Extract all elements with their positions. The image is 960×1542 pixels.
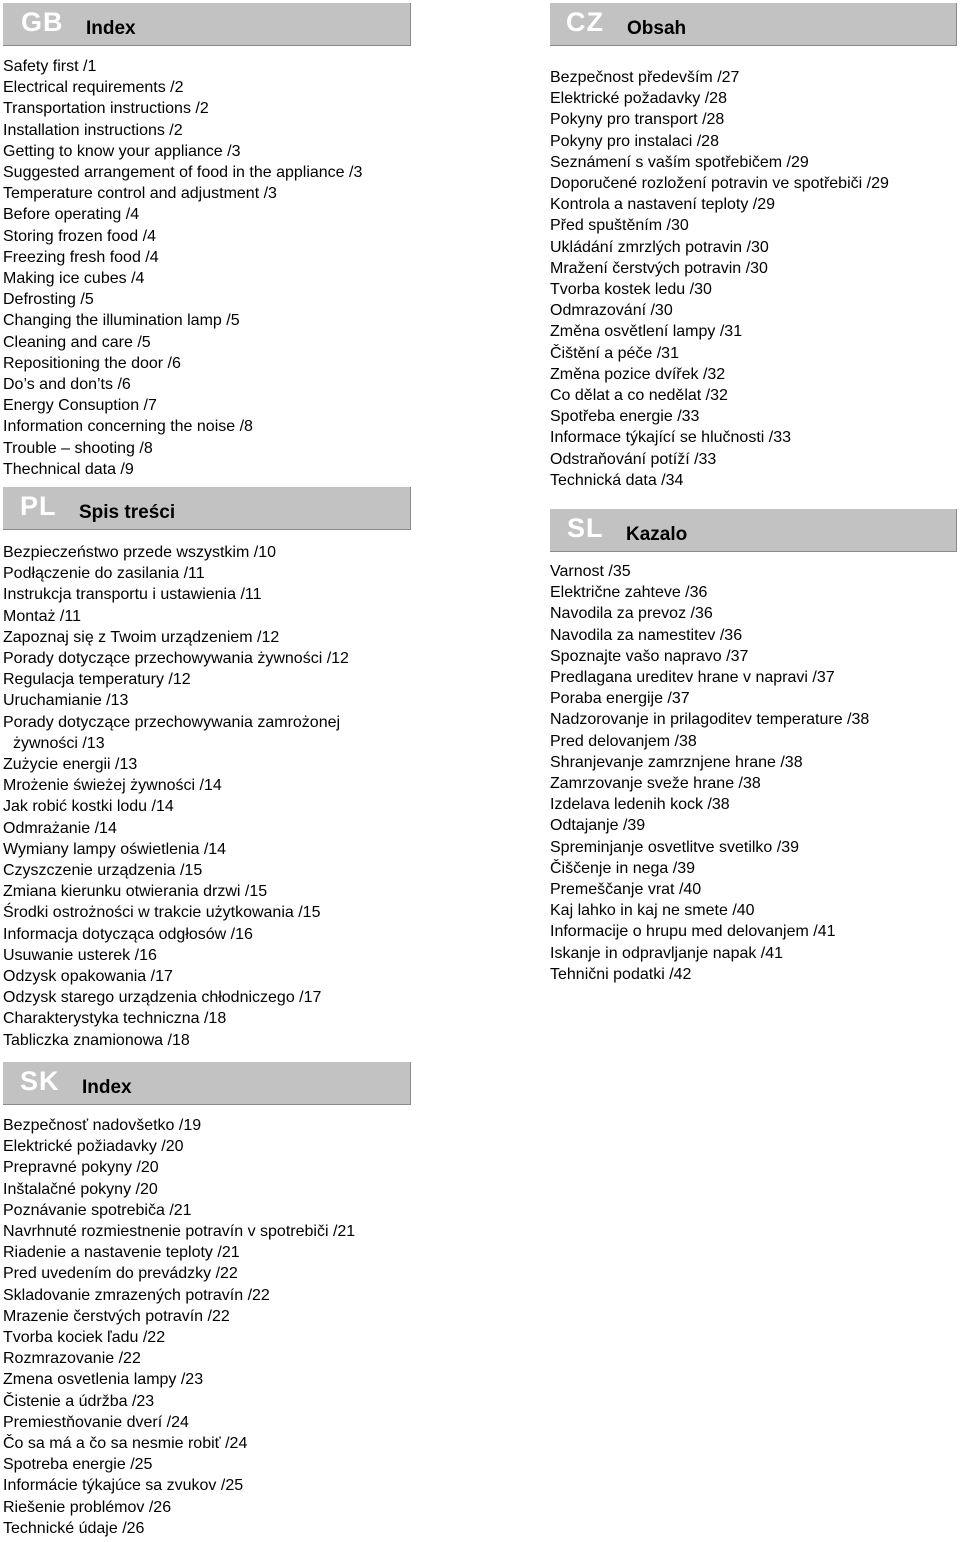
toc-entry: Suggested arrangement of food in the appliance /3 (3, 164, 363, 182)
toc-entry: Information concerning the noise /8 (3, 418, 253, 436)
language-code: PL (20, 491, 57, 521)
toc-entry: Navodila za namestitev /36 (550, 626, 743, 644)
toc-entry: Odmrażanie /14 (3, 819, 117, 837)
toc-entry: Pokyny pro instalaci /28 (550, 132, 719, 150)
toc-entry: Odzysk starego urządzenia chłodniczego /17 (3, 989, 322, 1007)
section-title: Obsah (627, 18, 687, 39)
toc-entry: Electrical requirements /2 (3, 79, 184, 97)
toc-entry: Uruchamianie /13 (3, 692, 129, 710)
toc-entry: Seznámení s vaším spotřebičem /29 (550, 153, 809, 171)
toc-entry: Čistenie a údržba /23 (3, 1392, 155, 1410)
toc-entry: Elektrické požiadavky /20 (3, 1138, 184, 1156)
section-header-sk (3, 1062, 411, 1105)
toc-entry: Poraba energije /37 (550, 690, 690, 708)
toc-entry: Jak robić kostki lodu /14 (3, 798, 174, 816)
toc-entry: Pred delovanjem /38 (550, 732, 697, 750)
toc-entry: Co dělat a co nedělat /32 (550, 387, 728, 405)
toc-entry: Informácie týkajúce sa zvukov /25 (3, 1477, 244, 1495)
toc-entry: Bezpieczeństwo przede wszystkim /10 (3, 544, 276, 561)
toc-entry: Spotreba energie /25 (3, 1456, 153, 1474)
section-header-cz (550, 3, 957, 46)
toc-list-cz (550, 67, 889, 491)
toc-entry: Kontrola a nastavení teploty /29 (550, 196, 776, 214)
toc-entry: Do’s and don’ts /6 (3, 376, 131, 394)
toc-entry: Montaż /11 (3, 607, 81, 625)
toc-entry: Izdelava ledenih kock /38 (550, 796, 730, 814)
section-title: Kazalo (626, 524, 688, 545)
toc-entry: Porady dotyczące przechowywania zamrożonej (3, 713, 341, 731)
language-code: SK (20, 1066, 60, 1096)
toc-entry: Iskanje in odpravljanje napak /41 (550, 944, 784, 962)
toc-entry: Skladovanie zmrazených potravín /22 (3, 1286, 270, 1304)
toc-entry: Odtajanje /39 (550, 817, 646, 835)
toc-entry: Podłączenie do zasilania /11 (3, 565, 205, 583)
language-code: SL (567, 513, 604, 543)
toc-entry: Tehnični podatki /42 (550, 965, 692, 983)
toc-entry: Transportation instructions /2 (3, 100, 209, 118)
toc-list-pl (3, 542, 349, 1051)
section-sk (3, 1062, 411, 1537)
toc-entry: Safety first /1 (3, 58, 97, 75)
toc-entry: Tvorba kociek ľadu /22 (3, 1329, 166, 1347)
toc-entry: Getting to know your appliance /3 (3, 142, 241, 160)
section-title: Spis treści (79, 502, 176, 523)
toc-entry: Inštalačné pokyny /20 (3, 1180, 158, 1198)
section-gb (3, 3, 411, 478)
toc-entry: Informacije o hrupu med delovanjem /41 (550, 923, 836, 941)
toc-entry: Trouble – shooting /8 (3, 439, 153, 457)
toc-entry: Mražení čerstvých potravin /30 (550, 259, 768, 277)
toc-entry: Freezing fresh food /4 (3, 248, 159, 266)
toc-entry: Mrazenie čerstvých potravín /22 (3, 1307, 230, 1325)
toc-entry: Technická data /34 (550, 471, 684, 489)
section-sl (550, 509, 957, 983)
toc-entry: Instrukcja transportu i ustawienia /11 (3, 586, 262, 604)
toc-entry: Thechnical data /9 (3, 460, 134, 478)
language-code: CZ (566, 7, 604, 37)
toc-list-sk (3, 1115, 355, 1539)
toc-entry: Zapoznaj się z Twoim urządzeniem /12 (3, 628, 280, 646)
toc-entry: Odzysk opakowania /17 (3, 968, 173, 986)
toc-entry: Odmrazování /30 (550, 302, 673, 320)
toc-entry: Informacja dotycząca odgłosów /16 (3, 925, 253, 943)
toc-entry: Energy Consuption /7 (3, 397, 157, 415)
section-title: Index (82, 1077, 132, 1098)
toc-entry: Električne zahteve /36 (550, 584, 708, 602)
toc-entry: Defrosting /5 (3, 291, 94, 309)
toc-entry: Usuwanie usterek /16 (3, 946, 157, 964)
toc-entry: Před spuštěním /30 (550, 217, 689, 235)
toc-entry: Zamrzovanje sveže hrane /38 (550, 775, 761, 793)
toc-entry: Čiščenje in nega /39 (550, 859, 695, 877)
toc-entry: Navrhnuté rozmiestnenie potravín v spotrebiči /21 (3, 1223, 356, 1241)
language-code: GB (21, 7, 64, 37)
toc-entry: Elektrické požadavky /28 (550, 90, 727, 108)
toc-entry: Repositioning the door /6 (3, 354, 181, 372)
section-header-pl (3, 487, 411, 530)
toc-entry: Środki ostrożności w trakcie użytkowania /15 (3, 904, 321, 922)
toc-entry: Cleaning and care /5 (3, 333, 151, 351)
toc-entry: Pred uvedením do prevádzky /22 (3, 1265, 238, 1283)
toc-entry: Varnost /35 (550, 563, 631, 580)
toc-entry: Premeščanje vrat /40 (550, 881, 702, 899)
toc-entry: Premiestňovanie dverí /24 (3, 1413, 189, 1431)
toc-entry: Spoznajte vašo napravo /37 (550, 647, 749, 665)
toc-entry: Čo sa má a čo sa nesmie robiť /24 (3, 1435, 248, 1453)
toc-entry: Informace týkající se hlučnosti /33 (550, 429, 791, 447)
toc-entry: Zmiana kierunku otwierania drzwi /15 (3, 883, 268, 901)
toc-entry: Riadenie a nastavenie teploty /21 (3, 1244, 240, 1262)
toc-entry: Prepravné pokyny /20 (3, 1159, 159, 1177)
toc-entry: Regulacja temperatury /12 (3, 671, 191, 689)
toc-entry: Tabliczka znamionowa /18 (3, 1031, 190, 1049)
toc-entry: Spreminjanje osvetlitve svetilko /39 (550, 838, 800, 856)
toc-entry: Kaj lahko in kaj ne smete /40 (550, 902, 755, 920)
toc-entry: Poznávanie spotrebiča /21 (3, 1201, 192, 1219)
toc-entry: Mrożenie świeżej żywności /14 (3, 777, 222, 795)
toc-entry: Pokyny pro transport /28 (550, 111, 725, 129)
section-cz (550, 3, 957, 489)
section-pl (3, 487, 411, 1049)
section-header-sl (550, 509, 957, 552)
toc-entry: Rozmrazovanie /22 (3, 1350, 141, 1368)
toc-entry: Bezpečnosť nadovšetko /19 (3, 1117, 202, 1134)
toc-entry: Porady dotyczące przechowywania żywności /12 (3, 650, 349, 668)
toc-list-gb (3, 56, 362, 480)
toc-entry: Changing the illumination lamp /5 (3, 312, 240, 330)
toc-entry: Temperature control and adjustment /3 (3, 185, 277, 203)
toc-entry: Spotřeba energie /33 (550, 408, 700, 426)
toc-list-sl (550, 561, 869, 985)
toc-entry: Odstraňování potíží /33 (550, 450, 717, 468)
toc-entry: Zużycie energii /13 (3, 756, 138, 774)
toc-entry: Czyszczenie urządzenia /15 (3, 862, 203, 880)
toc-entry: Změna pozice dvířek /32 (550, 365, 726, 383)
toc-entry: Doporučené rozložení potravin ve spotřebiči /29 (550, 175, 889, 193)
toc-entry: Navodila za prevoz /36 (550, 605, 713, 623)
toc-entry: Storing frozen food /4 (3, 227, 156, 245)
toc-entry: Změna osvětlení lampy /31 (550, 323, 743, 341)
toc-entry: Wymiany lampy oświetlenia /14 (3, 840, 227, 858)
toc-entry: Zmena osvetlenia lampy /23 (3, 1371, 204, 1389)
toc-entry: Predlagana ureditev hrane v napravi /37 (550, 669, 835, 687)
toc-entry: Installation instructions /2 (3, 121, 183, 139)
section-header-gb (3, 3, 411, 46)
toc-entry: Shranjevanje zamrznjene hrane /38 (550, 753, 803, 771)
toc-entry: Technické údaje /26 (3, 1519, 145, 1537)
toc-entry: Nadzorovanje in prilagoditev temperature /38 (550, 711, 870, 729)
toc-entry: Making ice cubes /4 (3, 270, 145, 288)
toc-entry: żywności /13 (13, 734, 105, 752)
toc-entry: Before operating /4 (3, 206, 140, 224)
toc-entry: Čištění a péče /31 (550, 344, 679, 362)
section-title: Index (86, 18, 136, 39)
toc-entry: Bezpečnost především /27 (550, 69, 740, 86)
toc-entry: Ukládání zmrzlých potravin /30 (550, 238, 769, 256)
toc-entry: Tvorba kostek ledu /30 (550, 281, 712, 299)
toc-entry: Riešenie problémov /26 (3, 1498, 172, 1516)
toc-entry: Charakterystyka techniczna /18 (3, 1010, 227, 1028)
